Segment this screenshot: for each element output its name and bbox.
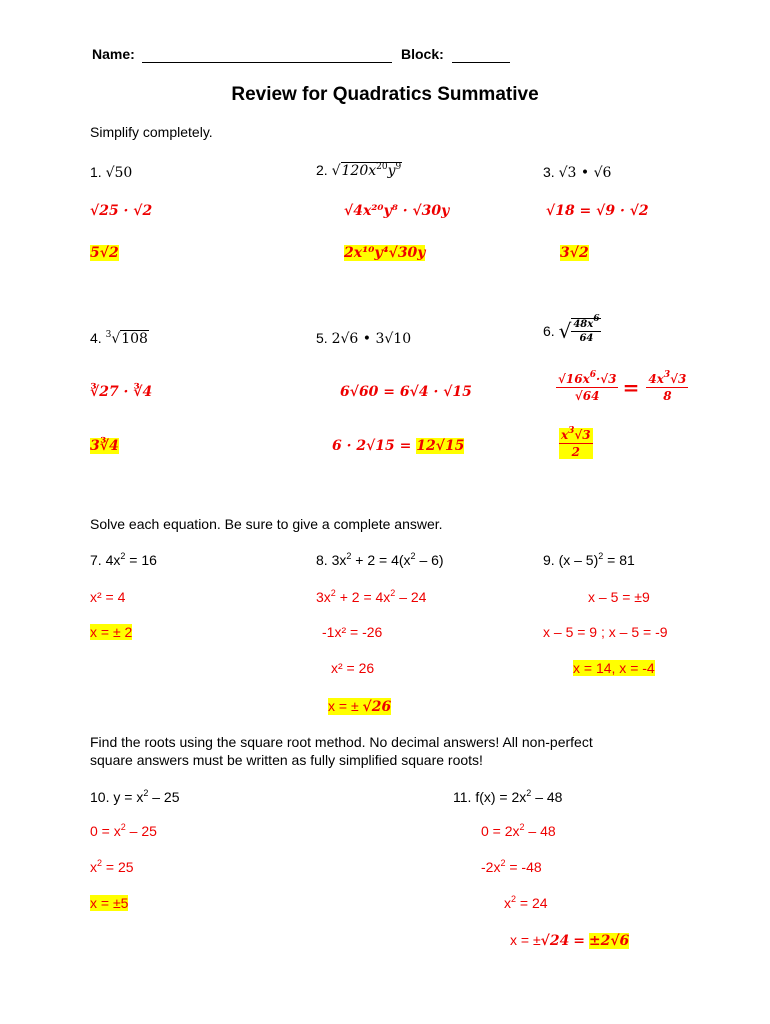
problem-7-answer: x = ± 2	[90, 624, 133, 640]
problem-1-answer: 5√2	[90, 245, 119, 261]
problem-5-number: 5.	[316, 330, 328, 346]
problem-9: 9. (x – 5)$^2$ = 81	[543, 551, 635, 568]
problem-4-answer: 3∛4	[90, 438, 119, 454]
problem-1-number: 1.	[90, 164, 102, 180]
problem-1-step1: √25 · √2	[90, 203, 153, 219]
section3-instruction-line1: Find the roots using the square root method. No decimal answers! All non-perfect	[90, 734, 593, 750]
problem-3-answer: 3√2	[560, 245, 589, 261]
problem-9-step2: x – 5 = 9 ; x – 5 = -9	[543, 624, 668, 640]
block-label: Block:	[401, 46, 444, 62]
problem-10-step1: $0 = x^2 - 25$	[90, 822, 157, 839]
problem-11-step1: $0 = 2x^2 - 48$	[481, 822, 556, 839]
problem-6-number: 6.	[543, 323, 555, 339]
page-title: Review for Quadratics Summative	[231, 84, 539, 105]
problem-4-expression: $^3$√108	[105, 330, 148, 347]
problem-2-step1: √4x²⁰y⁸ · √30y	[344, 203, 450, 219]
problem-6: 6. √ $\frac{48x^6}{64}$	[543, 314, 600, 344]
problem-2-answer: 2x¹⁰y⁴√30y	[344, 245, 426, 261]
problem-4-step1: ∛27 · ∛4	[90, 384, 153, 400]
section2-instruction: Solve each equation. Be sure to give a complete answer.	[90, 516, 443, 532]
problem-11-step3: $x^2 = 24$	[504, 894, 548, 911]
problem-8: 8. $3x^2 + 2 = 4(x^2 - 6)$	[316, 551, 444, 568]
problem-5-answer: 12√15	[416, 438, 465, 454]
problem-9-answer: x = 14, x = -4	[573, 660, 655, 676]
name-blank-line[interactable]	[142, 62, 392, 63]
problem-11-number: 11.	[453, 789, 472, 805]
problem-6-step1: $\frac{√16x^6\cdot√3}{√64}$ = $\frac{4x^3√3}{8}$	[558, 370, 687, 403]
problem-10-step2: $x^2 = 25$	[90, 858, 134, 875]
problem-7-number: 7.	[90, 552, 102, 568]
problem-11-answer: x = ±√24 = ±2√6	[510, 932, 630, 949]
problem-9-step1: x – 5 = ±9	[588, 589, 650, 605]
problem-8-number: 8.	[316, 552, 328, 568]
section3-instruction-line2: square answers must be written as fully simplified square roots!	[90, 752, 483, 768]
problem-8-step1: $3x^2 + 2 = 4x^2 - 24$	[316, 588, 427, 605]
problem-2	[316, 162, 402, 179]
section1-instruction: Simplify completely.	[90, 124, 213, 140]
problem-10-number: 10.	[90, 789, 110, 805]
problem-8-answer: x = ± √26	[328, 698, 392, 715]
problem-10: 10. $y = x^2 - 25$	[90, 788, 180, 805]
problem-3-expression: √3 • √6	[558, 165, 612, 181]
problem-11-step2: $-2x^2 = -48$	[481, 858, 542, 875]
block-blank-line[interactable]	[452, 62, 510, 63]
problem-1	[90, 164, 132, 181]
problem-7: 7. $4x^2 = 16$	[90, 551, 157, 568]
problem-2-number: 2.	[316, 162, 328, 178]
problem-5	[316, 330, 411, 347]
problem-5-expression: 2√6 • 3√10	[331, 331, 412, 347]
problem-8-step3: x² = 26	[331, 660, 375, 676]
problem-6-expression: √	[558, 319, 572, 343]
problem-3-step1: √18 = √9 · √2	[546, 203, 649, 219]
problem-9-number: 9.	[543, 552, 555, 568]
problem-7-step1: x² = 4	[90, 589, 126, 605]
problem-2-expression: $√120x^{20}y^9$	[331, 162, 402, 179]
problem-6-answer: $\frac{x^3√3}{2}$	[561, 426, 591, 459]
problem-10-answer: x = ±5	[90, 895, 129, 911]
problem-4-number: 4.	[90, 330, 102, 346]
problem-1-expression: √50	[105, 165, 133, 181]
problem-5-step1: 6√60 = 6√4 · √15	[340, 384, 472, 400]
problem-11: 11. $f(x) = 2x^2 - 48$	[453, 788, 563, 805]
problem-5-step2: 6 · 2√15 = 12√15	[332, 438, 465, 454]
problem-4	[90, 330, 149, 347]
problem-8-step2: -1x² = -26	[322, 624, 383, 640]
problem-3	[543, 164, 611, 181]
problem-3-number: 3.	[543, 164, 555, 180]
name-label: Name:	[92, 46, 135, 62]
